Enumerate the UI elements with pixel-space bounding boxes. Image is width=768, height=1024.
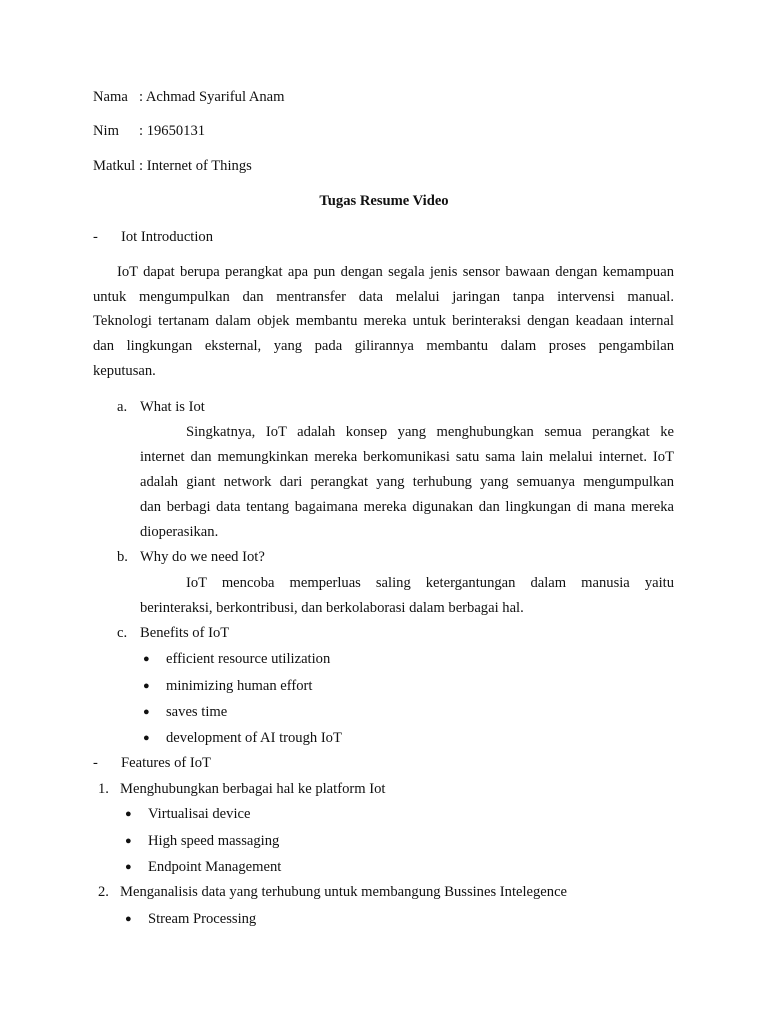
what-is-iot-line: adalah giant network dari perangkat yang terhubung yang semuanya mengumpulkan [140, 474, 674, 490]
list-marker-c: c. [117, 625, 128, 641]
feature-item: Endpoint Management [148, 859, 282, 875]
what-is-iot-line: Singkatnya, IoT adalah konsep yang menghubungkan semua perangkat ke [186, 424, 674, 440]
bullet-icon: ● [143, 653, 150, 665]
benefit-item: efficient resource utilization [166, 651, 331, 667]
subheading-what-is-iot: What is Iot [140, 399, 205, 415]
nim-value: : 19650131 [139, 123, 206, 139]
subheading-why-need-iot: Why do we need Iot? [140, 549, 265, 565]
intro-line: untuk mengumpulkan dan mentransfer data melalui jaringan tanpa intervensi manual. [93, 289, 674, 305]
intro-line: dan lingkungan eksternal, yang pada gilirannya membantu dalam proses pengambilan [93, 338, 674, 354]
intro-line: keputusan. [93, 363, 156, 379]
feature-marker-1: 1. [98, 781, 109, 797]
section-dash: - [93, 755, 98, 771]
why-need-iot-line: IoT mencoba memperluas saling ketergantungan dalam manusia yaitu [186, 575, 674, 591]
subheading-benefits-of-iot: Benefits of IoT [140, 625, 230, 641]
section-dash: - [93, 229, 98, 245]
bullet-icon: ● [125, 913, 132, 925]
what-is-iot-line: dioperasikan. [140, 524, 219, 540]
section-heading-features-of-iot: Features of IoT [121, 755, 211, 771]
intro-line: IoT dapat berupa perangkat apa pun dengan segala jenis sensor bawaan dengan kemampuan [117, 264, 674, 280]
list-marker-b: b. [117, 549, 128, 565]
feature-marker-2: 2. [98, 884, 109, 900]
bullet-icon: ● [143, 706, 150, 718]
feature-item: Virtualisai device [148, 806, 251, 822]
nama-value: : Achmad Syariful Anam [139, 89, 285, 105]
why-need-iot-line: berinteraksi, berkontribusi, dan berkolaborasi dalam berbagai hal. [140, 600, 524, 616]
feature-title: Menganalisis data yang terhubung untuk membangung Bussines Intelegence [120, 884, 568, 900]
what-is-iot-line: internet dan memungkinkan mereka berkomunikasi satu sama lain melalui internet. IoT [140, 449, 674, 465]
nim-label: Nim [93, 123, 119, 139]
benefit-item: development of AI trough IoT [166, 730, 342, 746]
benefit-item: saves time [166, 704, 228, 720]
matkul-value: : Internet of Things [139, 158, 252, 174]
what-is-iot-line: dan berbagi data tentang bagaimana mereka digunakan dan lingkungan di mana mereka [140, 499, 674, 515]
list-marker-a: a. [117, 399, 128, 415]
document-title: Tugas Resume Video [319, 193, 449, 209]
bullet-icon: ● [143, 680, 150, 692]
bullet-icon: ● [125, 808, 132, 820]
feature-item: Stream Processing [148, 911, 257, 927]
section-heading-iot-introduction: Iot Introduction [121, 229, 214, 245]
benefit-item: minimizing human effort [166, 678, 313, 694]
intro-line: Teknologi tertanam dalam objek membantu mereka untuk berinteraksi dengan keadaan internal [93, 313, 674, 329]
feature-title: Menghubungkan berbagai hal ke platform Iot [120, 781, 386, 797]
matkul-label: Matkul [93, 158, 136, 174]
bullet-icon: ● [125, 861, 132, 873]
bullet-icon: ● [125, 835, 132, 847]
feature-item: High speed massaging [148, 833, 280, 849]
bullet-icon: ● [143, 732, 150, 744]
nama-label: Nama [93, 89, 128, 105]
